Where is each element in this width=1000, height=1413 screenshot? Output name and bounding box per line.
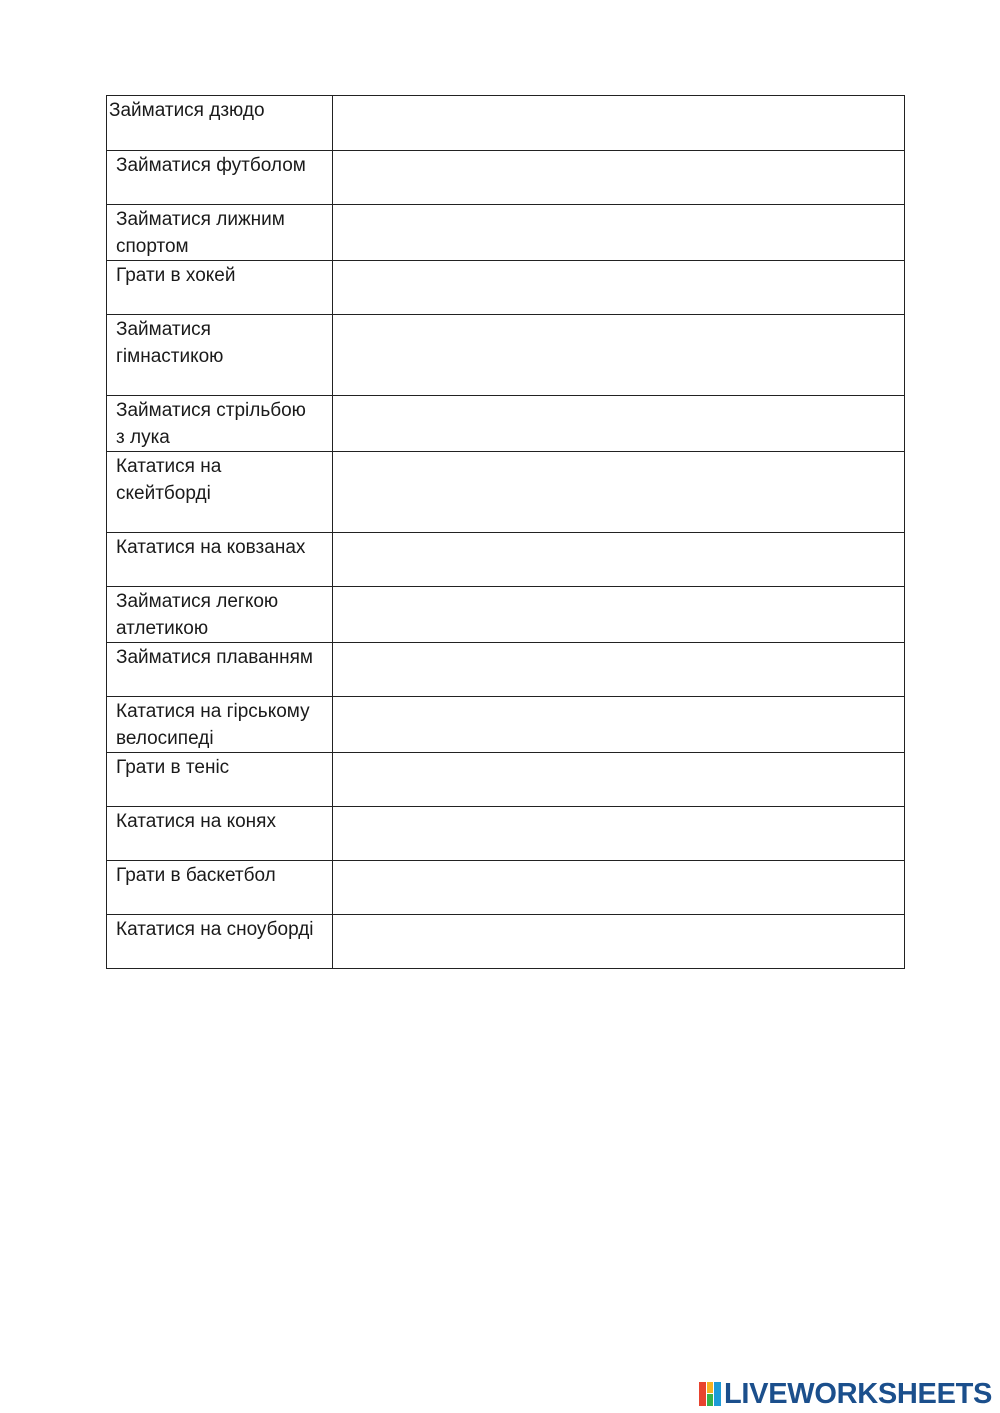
answer-field[interactable]	[333, 643, 905, 697]
activity-label: Кататися на скейтборді	[107, 452, 333, 533]
answer-field[interactable]	[333, 753, 905, 807]
answer-field[interactable]	[333, 915, 905, 969]
answer-field[interactable]	[333, 587, 905, 643]
activity-label: Грати в хокей	[107, 261, 333, 315]
brand-name: LIVEWORKSHEETS	[724, 1377, 993, 1410]
activity-label: Грати в теніс	[107, 753, 333, 807]
activity-label: Займатися плаванням	[107, 643, 333, 697]
answer-field[interactable]	[333, 452, 905, 533]
answer-field[interactable]	[333, 697, 905, 753]
activity-label: Займатися лижним спортом	[107, 205, 333, 261]
table-row	[107, 697, 905, 753]
table-row	[107, 205, 905, 261]
answer-field[interactable]	[333, 151, 905, 205]
answer-field[interactable]	[333, 315, 905, 396]
table-row	[107, 533, 905, 587]
activity-label: Кататися на сноуборді	[107, 915, 333, 969]
activity-label: Кататися на ковзанах	[107, 533, 333, 587]
table-row	[107, 452, 905, 533]
liveworksheets-logo	[699, 1379, 992, 1409]
activity-label: Займатися легкою атлетикою	[107, 587, 333, 643]
table-row	[107, 261, 905, 315]
answer-field[interactable]	[333, 205, 905, 261]
activity-label: Займатися футболом	[107, 151, 333, 205]
activity-label: Кататися на гірському велосипеді	[107, 697, 333, 753]
activity-label: Займатися гімнастикою	[107, 315, 333, 396]
table-row	[107, 915, 905, 969]
liveworksheets-logo-icon	[699, 1382, 721, 1406]
table-row	[107, 643, 905, 697]
table-row	[107, 151, 905, 205]
activity-label: Займатися стрільбою з лука	[107, 396, 333, 452]
activity-label: Кататися на конях	[107, 807, 333, 861]
answer-field[interactable]	[333, 96, 905, 151]
table-row	[107, 96, 905, 151]
table-row	[107, 753, 905, 807]
table-row	[107, 396, 905, 452]
answer-field[interactable]	[333, 807, 905, 861]
table-row	[107, 315, 905, 396]
worksheet-table	[106, 95, 905, 969]
answer-field[interactable]	[333, 261, 905, 315]
answer-field[interactable]	[333, 396, 905, 452]
answer-field[interactable]	[333, 861, 905, 915]
table-row	[107, 861, 905, 915]
activity-label: Грати в баскетбол	[107, 861, 333, 915]
table-row	[107, 587, 905, 643]
table-row	[107, 807, 905, 861]
answer-field[interactable]	[333, 533, 905, 587]
activity-label: Займатися дзюдо	[107, 96, 333, 151]
